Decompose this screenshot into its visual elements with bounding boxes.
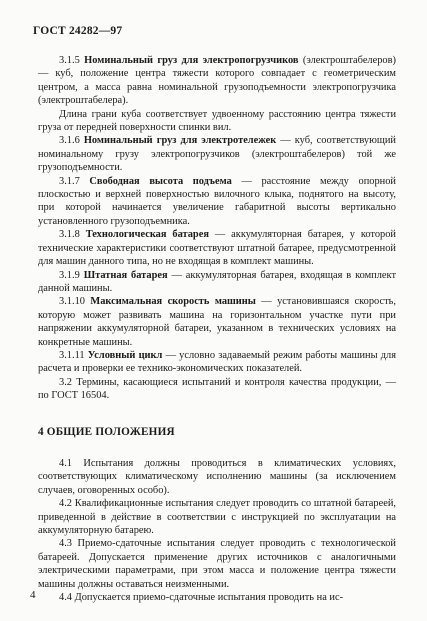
section-title: 4 ОБЩИЕ ПОЛОЖЕНИЯ: [38, 425, 175, 438]
paragraph-3-1-5: 3.1.5 Номинальный груз для электропогрузчиков (электроштабелеров) — куб, положение центра тяжести которого совпадает с геометрическим центром, а масса равна номинальной грузоподъемности электропогрузчика (электроштабелера).: [38, 55, 396, 107]
paragraph-4-3: 4.3 Приемо-сдаточные испытания следует проводить с технологической батареей. Допускается применение других источников с аналогичными электрическими параметрами, при этом масса и положение центра тяжести машины должны оставаться неизменными.: [38, 538, 396, 590]
paragraph-4-2: 4.2 Квалификационные испытания следует проводить со штатной батареей, приведенной в действие в соответствии с инструкцией по эксплуатации на аккумуляторную батарею.: [38, 498, 396, 536]
page-number: 4: [30, 589, 36, 601]
paragraph-cube-edge: Длина грани куба соответствует удвоенному расстоянию центра тяжести груза от передней поверхности спинки вил.: [38, 108, 396, 134]
standard-header: ГОСТ 24282—97: [33, 25, 123, 37]
term: Номинальный груз для электротележек: [83, 135, 277, 147]
paragraph-4-1: 4.1 Испытания должны проводиться в климатических условиях, соответствующих климатическому исполнению машины (за исключением случаев, оговоренных особо).: [38, 457, 396, 496]
term: Свободная высота подъема: [89, 175, 232, 187]
paragraph-4-4: 4.4 Допускается приемо-сдаточные испытания проводить на ис-: [59, 592, 344, 604]
term: Штатная батарея: [83, 269, 168, 281]
paragraph-3-1-11: 3.1.11 Условный цикл — условно задаваемый режим работы машины для расчета и проверки ее технико-экономических показателей.: [38, 349, 396, 375]
paragraph-3-1-10: 3.1.10 Максимальная скорость машины — установившаяся скорость, которую может развивать машина на горизонтальном участке пути при напряжении аккумуляторной батареи, указанном в технических условиях на конкретные машины.: [38, 296, 396, 348]
term: Условный цикл: [87, 349, 163, 361]
term: Максимальная скорость машины: [90, 296, 256, 308]
paragraph-3-2: 3.2 Термины, касающиеся испытаний и контроля качества продукции, — по ГОСТ 16504.: [38, 376, 396, 402]
term: Номинальный груз для электропогрузчиков: [84, 55, 299, 66]
paragraph-3-1-6: 3.1.6 Номинальный груз для электротележек — куб, соответствующий номинальному грузу электропогрузчиков (электроштабелеров) той же грузоподъемности.: [38, 135, 396, 174]
term: Технологическая батарея: [85, 229, 209, 241]
paragraph-3-1-8: 3.1.8 Технологическая батарея — аккумуляторная батарея, у которой технические характеристики соответствуют штатной батарее, предусмотренной для машин данного типа, но не входящая в комплект машины.: [38, 229, 396, 268]
document-body: [38, 54, 396, 604]
paragraph-3-1-7: 3.1.7 Свободная высота подъема — расстояние между опорной плоскостью и верхней поверхностью вилочного клыка, поднятого на высоту, при которой начинается увеличение габаритной высоты вертикально установленного грузоподъемника.: [38, 175, 396, 227]
paragraph-3-1-9: 3.1.9 Штатная батарея — аккумуляторная батарея, входящая в комплект данной машины.: [38, 269, 396, 294]
